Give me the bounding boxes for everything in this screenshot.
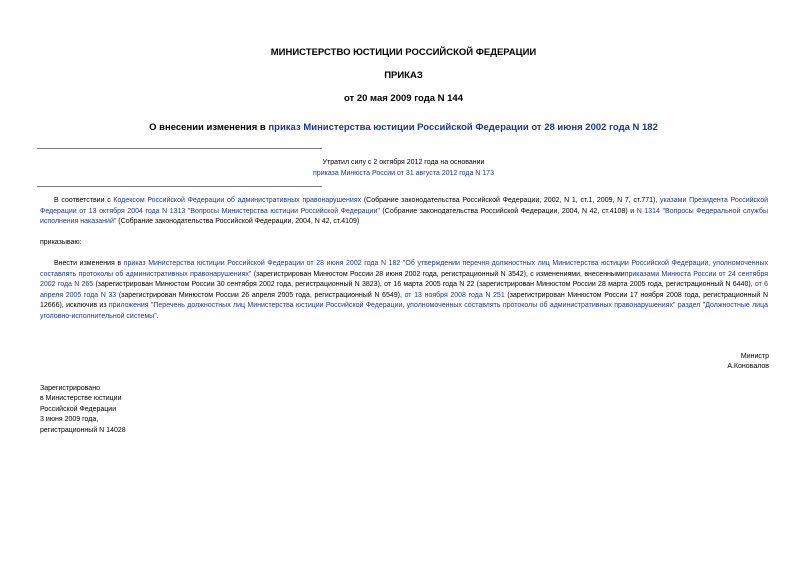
para1-text3: (Собрание законодательства Российской Федерации, 2004, N 42, ст.4108) и [379, 207, 637, 215]
signature-name: А.Коновалов [727, 363, 769, 371]
para1-text2: (Собрание законодательства Российской Федерации, 2002, N 1, ст.1, 2009, N 7, ст.771), [361, 197, 661, 204]
doc-type-heading: ПРИКАЗ [384, 70, 423, 81]
status-note-line1: Утратил силу с 2 октября 2012 года на основании [322, 159, 485, 166]
registration-line5: регистрационный N 14028 [40, 426, 126, 434]
para2-link-order251[interactable]: от 13 ноября 2008 года N 251 [404, 291, 505, 299]
para1-text4: (Собрание законодательства Российской Федерации, 2004, N 42, ст.4109) [116, 218, 360, 226]
registration-line2: в Министерстве юстиции [40, 395, 122, 403]
title-link[interactable]: приказ Министерства юстиции Российской Федерации от 28 июня 2002 года N 182 [268, 122, 658, 133]
status-note [0, 157, 807, 179]
para2-link-order182[interactable]: приказ Министерства юстиции Российской Федерации от 28 июня 2002 года N 182 "Об утверждении перечня должностных лиц Министерства юстиции Российской Федерации, уполномоченных составлять протоколы об административных правонарушениях" [40, 260, 769, 278]
para2-link-order265[interactable]: приказами Минюста России от 24 сентября 2002 года N 265 [40, 270, 768, 289]
para1-link-code[interactable]: Кодексом Российской Федерации об административных правонарушениях [113, 197, 362, 204]
para1-text1: В соответствии с [54, 197, 114, 204]
document-title [0, 122, 807, 133]
registration-line3: Российской Федерации [40, 405, 117, 413]
para2-link-appendix[interactable]: приложения "Перечень должностных лиц Министерства юстиции Российской Федерации, уполномоченных составлять протоколы об административных правонарушениях" раздел "Должностные лица уголовно-исполнительной системы" [40, 302, 768, 320]
status-note-link[interactable]: приказа Минюста России от 31 августа 2012 года N 173 [313, 170, 494, 177]
divider-top [37, 148, 322, 149]
registration-line4: 3 июня 2009 года, [40, 416, 99, 424]
ministry-heading: МИНИСТЕРСТВО ЮСТИЦИИ РОССИЙСКОЙ ФЕДЕРАЦИИ [270, 47, 537, 58]
signature-position: Министр [740, 353, 769, 360]
divider-bottom [37, 186, 322, 187]
para1-link-1314[interactable]: N 1314 "Вопросы Федеральной службы исполнения наказаний" [40, 207, 768, 226]
para2-text6: . [156, 312, 159, 320]
doc-date-heading: от 20 мая 2009 года N 144 [343, 93, 464, 104]
para2-text2: (зарегистрирован Минюстом России 28 июня 2002 года, регистрационный N 3542), с изменениями, внесенными [251, 270, 625, 278]
para2-text1: Внести изменения в [54, 260, 124, 267]
para2-text3: (зарегистрирован Минюстом России 30 сентября 2002 года, регистрационный N 3823), от 16 марта 2005 года N 22 (зарегистрирован Минюстом России 28 марта 2005 года, регистрационный N 6440), [93, 281, 755, 289]
para2-link-order33[interactable]: от 6 апреля 2005 года N 33 [40, 281, 768, 299]
signature-block [727, 352, 769, 373]
registration-line1: Зарегистрировано [40, 385, 100, 392]
registration-block [40, 384, 126, 436]
para1-link-decrees[interactable]: указами Президента Российской Федерации от 13 октября 2004 года N 1313 "Вопросы Министерства юстиции Российской Федерации" [40, 197, 768, 215]
amendment-paragraph [40, 259, 768, 323]
preamble-paragraph [40, 196, 768, 228]
title-prefix: О внесении изменения в [149, 122, 269, 133]
para2-text4: (зарегистрирован Минюстом России 26 апреля 2005 года, регистрационный N 6549), [116, 291, 405, 299]
order-word: приказываю: [40, 239, 82, 246]
para2-text5: (зарегистрирован Минюстом России 17 ноября 2008 года, регистрационный N 12666), исключив из [40, 291, 769, 310]
